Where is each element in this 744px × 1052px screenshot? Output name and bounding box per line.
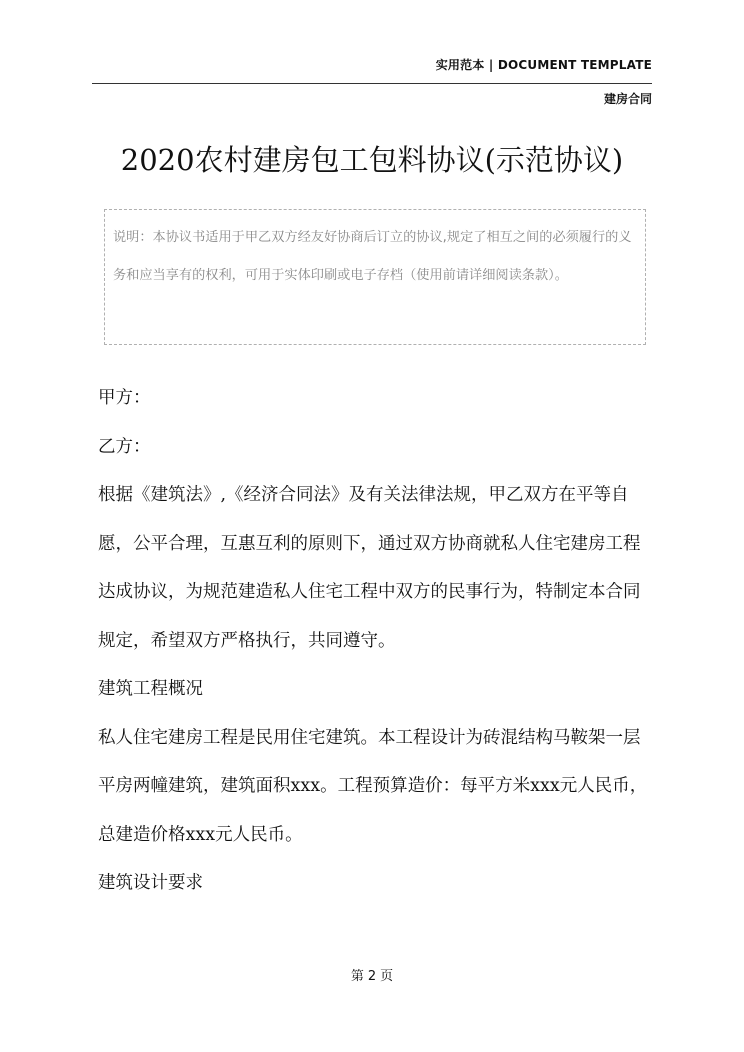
footer-suffix: 页 bbox=[380, 969, 394, 984]
document-title: 2020农村建房包工包料协议(示范协议) bbox=[120, 143, 624, 177]
header-brand: 实用范本 | DOCUMENT TEMPLATE bbox=[435, 58, 652, 72]
header-category: 建房合同 bbox=[603, 92, 652, 106]
overview-paragraph: 私人住宅建房工程是民用住宅建筑。本工程设计为砖混结构马鞍架一层平房两幢建筑，建筑面积xxx。工程预算造价：每平方米xxx元人民币，总建造价格xxx元人民币。 bbox=[98, 727, 648, 845]
section-heading-overview: 建筑工程概况 bbox=[98, 679, 203, 699]
header-divider bbox=[92, 83, 652, 84]
page-number: 2 bbox=[367, 969, 377, 984]
description-note: 说明：本协议书适用于甲乙双方经友好协商后订立的协议,规定了相互之间的必须履行的义务和应当享有的权利，可用于实体印刷或电子存档（使用前请详细阅读条款）。 bbox=[104, 209, 646, 345]
section-heading-design: 建筑设计要求 bbox=[98, 873, 203, 893]
party-b-line: 乙方： bbox=[98, 436, 151, 457]
party-a-line: 甲方： bbox=[98, 388, 151, 408]
document-body bbox=[98, 374, 656, 908]
footer-prefix: 第 bbox=[350, 969, 364, 984]
page-footer bbox=[0, 965, 744, 984]
intro-paragraph: 根据《建筑法》,《经济合同法》及有关法律法规，甲乙双方在平等自愿，公平合理，互惠互利的原则下，通过双方协商就私人住宅建房工程达成协议，为规范建造私人住宅工程中双方的民事行为，特制定本合同规定，希望双方严格执行，共同遵守。 bbox=[98, 485, 641, 651]
